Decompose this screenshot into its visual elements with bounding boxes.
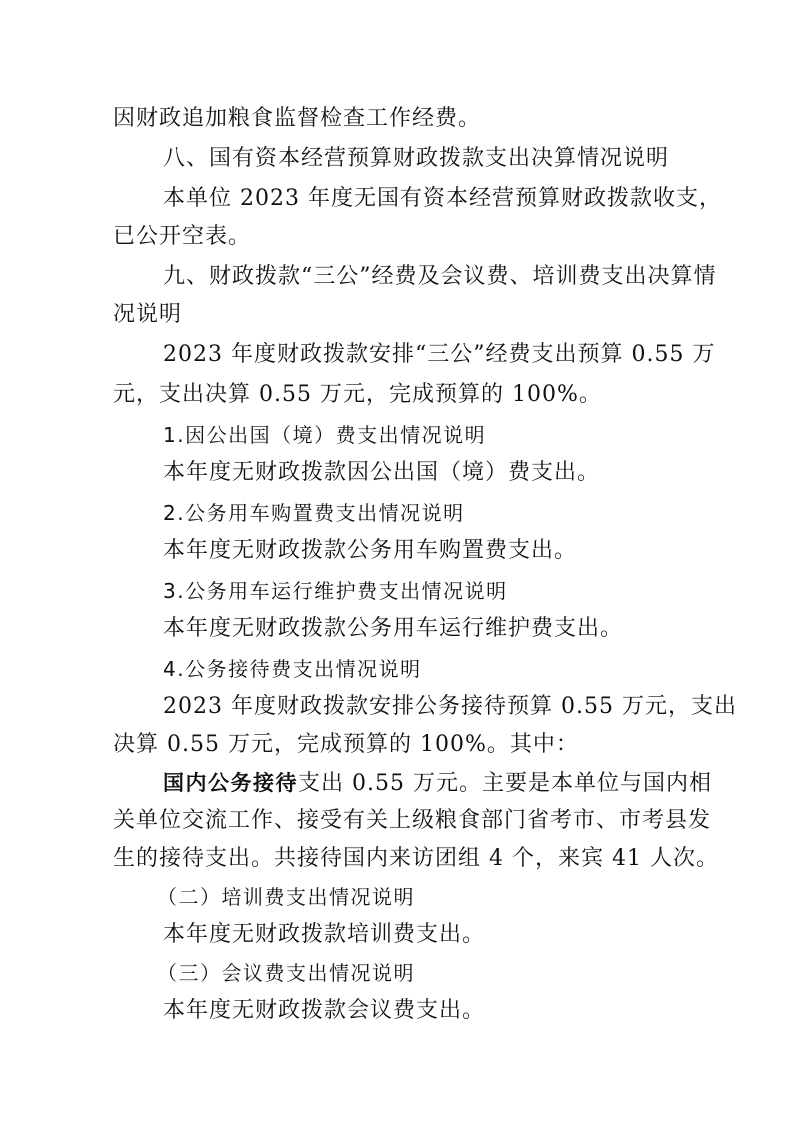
paragraph-line: 2023 年度财政拨款安排“三公”经费支出预算 0.55 万 <box>163 342 716 367</box>
subheading-4: 4.公务接待费支出情况说明 <box>163 657 422 681</box>
subheading-training: （二）培训费支出情况说明 <box>157 885 415 909</box>
paragraph-line: 2023 年度财政拨款安排公务接待预算 0.55 万元，支出 <box>163 694 737 719</box>
section-heading-9-cont: 况说明 <box>113 302 183 327</box>
paragraph-line: 因财政追加粮食监督检查工作经费。 <box>113 106 482 131</box>
section-heading-8: 八、国有资本经营预算财政拨款支出决算情况说明 <box>163 146 670 171</box>
subheading-3: 3.公务用车运行维护费支出情况说明 <box>163 579 508 603</box>
paragraph-line <box>163 768 712 799</box>
subheading-2: 2.公务用车购置费支出情况说明 <box>163 501 465 525</box>
paragraph-line: 决算 0.55 万元，完成预算的 100%。其中： <box>113 732 579 757</box>
subheading-1: 1.因公出国（境）费支出情况说明 <box>163 423 487 447</box>
subheading-meeting: （三）会议费支出情况说明 <box>157 961 415 985</box>
paragraph-line: 元，支出决算 0.55 万元，完成预算的 100%。 <box>113 382 602 407</box>
section-heading-9: 九、财政拨款“三公”经费及会议费、培训费支出决算情 <box>163 264 717 289</box>
paragraph-line: 本单位 2023 年度无国有资本经营预算财政拨款收支， <box>163 186 722 211</box>
paragraph-line: 已公开空表。 <box>113 224 252 249</box>
paragraph-text: 支出 0.55 万元。主要是本单位与国内相 <box>298 771 712 796</box>
paragraph-line: 本年度无财政拨款公务用车运行维护费支出。 <box>163 616 624 641</box>
paragraph-line: 本年度无财政拨款培训费支出。 <box>163 922 486 947</box>
paragraph-line: 本年度无财政拨款会议费支出。 <box>163 998 486 1023</box>
paragraph-line: 关单位交流工作、接受有关上级粮食部门省考市、市考县发 <box>113 808 712 833</box>
bold-term: 国内公务接待 <box>163 771 298 795</box>
paragraph-line: 本年度无财政拨款因公出国（境）费支出。 <box>163 460 601 485</box>
paragraph-line: 生的接待支出。共接待国内来访团组 4 个，来宾 41 人次。 <box>113 846 719 871</box>
paragraph-line: 本年度无财政拨款公务用车购置费支出。 <box>163 538 578 563</box>
